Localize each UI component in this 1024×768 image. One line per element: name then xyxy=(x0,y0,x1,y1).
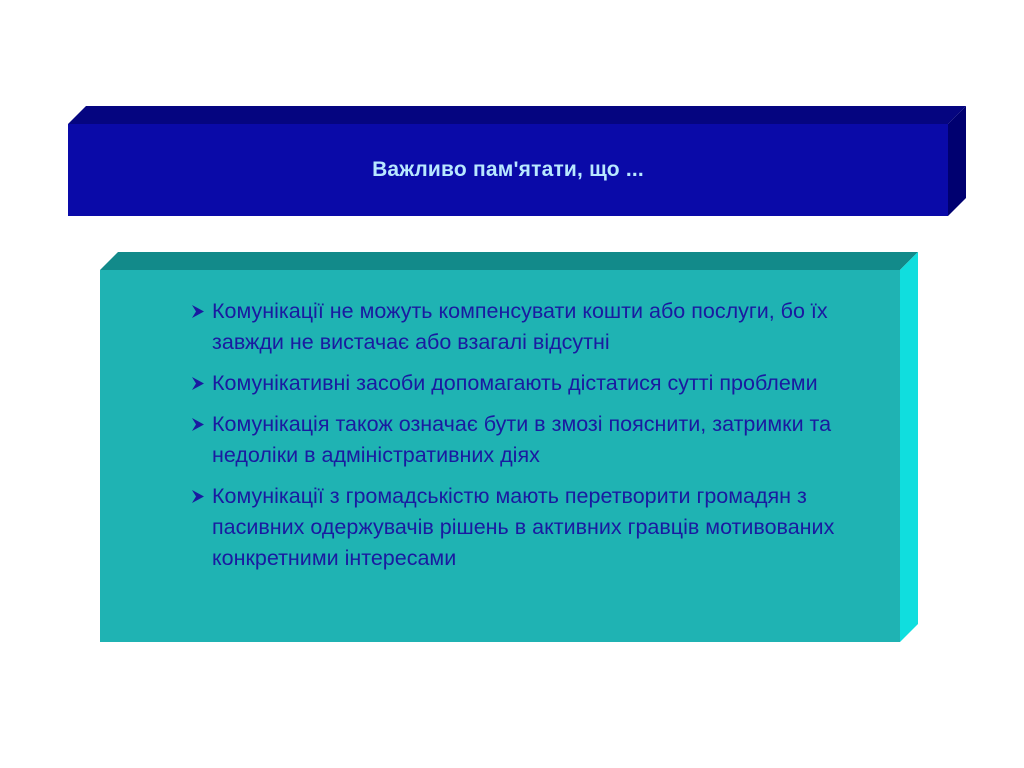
content-box xyxy=(100,252,918,642)
title-box xyxy=(68,106,966,216)
arrowhead-bullet-icon xyxy=(188,481,208,512)
bullet-item xyxy=(188,481,900,574)
arrowhead-bullet-icon xyxy=(188,296,208,327)
bullet-text: Комунікативні засоби допомагають дістатися сутті проблеми xyxy=(212,371,818,395)
bullet-item xyxy=(188,296,900,358)
bullet-list xyxy=(188,296,900,584)
arrowhead-bullet-icon xyxy=(188,368,208,399)
bullet-text: Комунікація також означає бути в змозі пояснити, затримки та недоліки в адміністративних діях xyxy=(212,412,832,467)
bullet-text: Комунікації з громадськістю мають перетворити громадян з пасивних одержувачів рішень в активних гравців мотивованих конкретними інтересами xyxy=(212,484,835,570)
bullet-item xyxy=(188,368,900,399)
bullet-item xyxy=(188,409,900,471)
slide-title: Важливо пам'ятати, що ... xyxy=(372,158,644,181)
arrowhead-bullet-icon xyxy=(188,409,208,440)
bullet-text: Комунікації не можуть компенсувати кошти або послуги, бо їх завжди не вистачає або взагалі відсутні xyxy=(212,299,828,354)
